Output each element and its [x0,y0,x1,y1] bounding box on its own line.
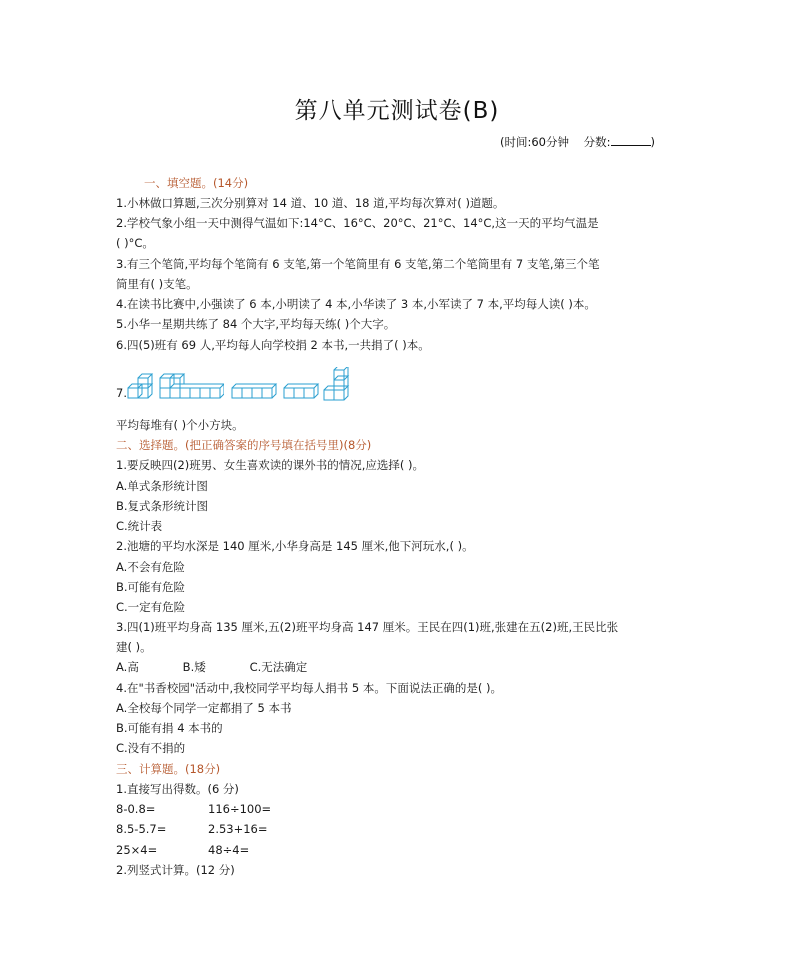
choice-q2: 2.池塘的平均水深是 140 厘米,小华身高是 145 厘米,他下河玩水,( )。 [116,539,474,553]
choice-q1-option-b: B.复式条形统计图 [116,499,209,513]
score-label: 分数: [583,135,611,149]
cube-stack-1 [126,367,156,401]
fill-q2a: 2.学校气象小组一天中测得气温如下:14°C、16°C、20°C、21°C、14°C,这一天的平均气温是 [116,216,599,230]
calc-q1: 1.直接写出得数。(6 分) [116,782,239,796]
fill-q1: 1.小林做口算题,三次分别算对 14 道、10 道、18 道,平均每次算对( )道题。 [116,196,505,210]
fill-q4: 4.在读书比赛中,小强读了 6 本,小明读了 4 本,小华读了 3 本,小军读了 7 本,平均每人读( )本。 [116,297,596,311]
choice-q4-option-a: A.全校每个同学一定都捐了 5 本书 [116,701,292,715]
fill-q7b: 平均每堆有( )个小方块。 [116,418,244,432]
choice-q3b: 建( )。 [116,640,152,654]
choice-q1-option-a: A.单式条形统计图 [116,479,208,493]
choice-q2-option-c: C.一定有危险 [116,600,186,614]
cube-stack-3 [230,367,278,401]
calc-item: 2.53+16= [208,822,268,836]
choice-q1-option-c: C.统计表 [116,519,163,533]
choice-q4-option-c: C.没有不捐的 [116,741,186,755]
page-title: 第八单元测试卷(B) [294,98,500,124]
exam-meta [500,134,655,150]
score-blank[interactable] [611,134,651,146]
choice-q2-option-b: B.可能有危险 [116,580,186,594]
choice-q2-option-a: A.不会有危险 [116,560,185,574]
choice-q1: 1.要反映四(2)班男、女生喜欢读的课外书的情况,应选择( )。 [116,458,425,472]
cube-stack-2 [158,367,224,401]
fill-q7-number: 7. [116,386,127,400]
calc-item: 8.5-5.7= [116,822,167,836]
section-calc-title: 三、计算题。(18分) [116,762,221,776]
choice-q3a: 3.四(1)班平均身高 135 厘米,五(2)班平均身高 147 厘米。王民在四(1)班,张建在五(2)班,王民比张 [116,620,619,634]
fill-q5: 5.小华一星期共练了 84 个大字,平均每天练( )个大字。 [116,317,396,331]
choice-q4-option-b: B.可能有捐 4 本书的 [116,721,223,735]
cube-stack-4 [282,367,320,401]
meta-close: ) [650,135,655,149]
calc-q2: 2.列竖式计算。(12 分) [116,863,235,877]
cube-stack-5 [322,367,356,403]
section-choice-title: 二、选择题。(把正确答案的序号填在括号里)(8分) [116,438,372,452]
choice-q4: 4.在"书香校园"活动中,我校同学平均每人捐书 5 本。下面说法正确的是( )。 [116,681,502,695]
cube-stacks [116,367,376,403]
fill-q3b: 筒里有( )支笔。 [116,277,198,291]
calc-item: 48÷4= [208,843,250,857]
section-fill-title: 一、填空题。(14分) [144,176,249,190]
time-limit: (时间:60分钟 [500,135,569,149]
calc-item: 25×4= [116,843,158,857]
fill-q6: 6.四(5)班有 69 人,平均每人向学校捐 2 本书,一共捐了( )本。 [116,338,430,352]
fill-q2b: ( )°C。 [116,236,154,250]
fill-q3a: 3.有三个笔筒,平均每个笔筒有 6 支笔,第一个笔筒里有 6 支笔,第二个笔筒里有 7 支笔,第三个笔 [116,257,600,271]
choice-q3-options: A.高 B.矮 C.无法确定 [116,660,308,674]
calc-item: 116÷100= [208,802,272,816]
calc-item: 8-0.8= [116,802,156,816]
